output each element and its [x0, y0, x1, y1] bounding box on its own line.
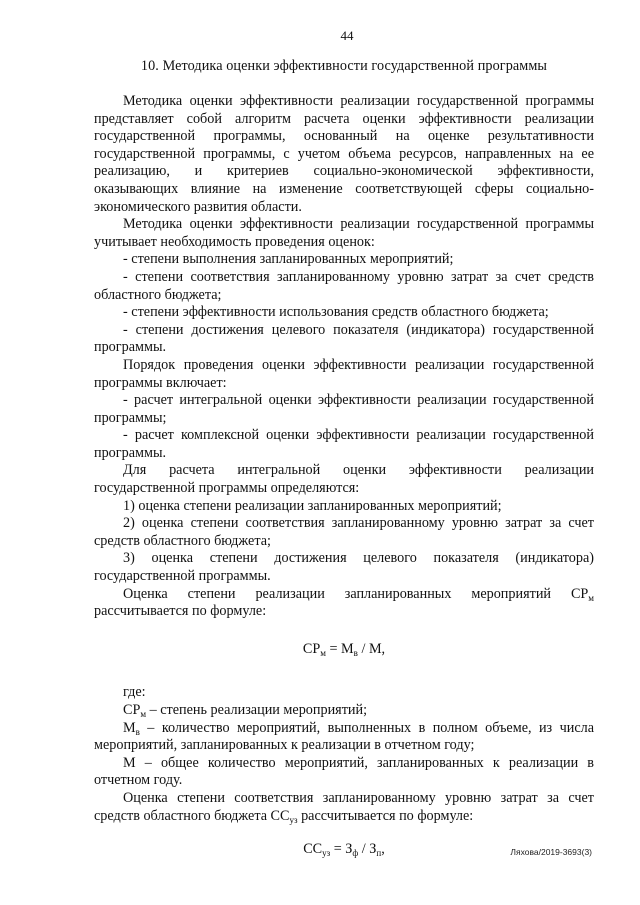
def1-symbol-sub: м — [140, 709, 147, 719]
formula2-tail: , — [381, 841, 385, 858]
formula-completion-rate — [94, 641, 594, 659]
list-item: 2) оценка степени соответствия запланированному уровню затрат за счет средств областного бюджета; — [94, 515, 594, 549]
def2-symbol: М — [123, 719, 136, 736]
list-item: - расчет комплексной оценки эффективности реализации государственной программы. — [94, 427, 594, 461]
formula2-eq: = З — [330, 841, 353, 858]
paragraph-assessments-intro: Методика оценки эффективности реализации государственной программы учитывает необходимость проведения оценок: — [94, 216, 594, 250]
definition-srm — [94, 702, 594, 720]
section-title: 10. Методика оценки эффективности государственной программы — [140, 58, 548, 74]
list-item: 3) оценка степени достижения целевого показателя (индикатора) государственной программы. — [94, 550, 594, 585]
list-item: - степени достижения целевого показателя (индикатора) государственной программы. — [94, 321, 594, 356]
formula1-lhs-sub: м — [320, 647, 326, 658]
formula1-intro-tail: рассчитывается по формуле: — [94, 603, 267, 620]
list-item: - расчет интегральной оценки эффективности реализации государственной программы; — [94, 392, 594, 426]
list-item: 1) оценка степени реализации запланированных мероприятий; — [123, 497, 502, 514]
list-item: - степени соответствия запланированному уровню затрат за счет средств областного бюджета; — [94, 268, 594, 303]
formula2-intro-tail: рассчитывается по формуле: — [297, 807, 474, 824]
definition-mv — [94, 720, 594, 755]
list-item: - степени выполнения запланированных мероприятий; — [123, 251, 454, 268]
formula1-lhs: СР — [302, 640, 321, 657]
formula2-lhs: СС — [303, 841, 323, 858]
paragraph-formula2-intro — [94, 790, 594, 825]
def2-symbol-sub: в — [135, 726, 140, 737]
formula2-num-sub: ф — [352, 848, 359, 859]
formula2-lhs-sub: уз — [322, 848, 331, 859]
def1-text: – степень реализации мероприятий; — [146, 702, 368, 718]
def1-symbol: СР — [123, 702, 141, 718]
formula1-num-sub: в — [353, 647, 358, 658]
paragraph-integral-intro: Для расчета интегральной оценки эффективности реализации государственной программы определяются: — [94, 462, 594, 497]
formula1-tail: / М, — [357, 640, 386, 657]
formula2-intro-text: Оценка степени соответствия запланированному уровню затрат за счет средств областного бюджета СС — [94, 789, 594, 824]
formula2-intro-sub: уз — [289, 814, 298, 825]
formula1-eq: = М — [325, 640, 354, 657]
formula2-mid: / З — [358, 841, 377, 858]
where-label: где: — [123, 684, 146, 701]
definition-m: М – общее количество мероприятий, запланированных к реализации в отчетном году. — [94, 754, 594, 789]
formula1-intro-sub: м — [588, 592, 594, 603]
page-number: 44 — [340, 28, 354, 43]
paragraph-methodology-intro: Методика оценки эффективности реализации государственной программы представляет собой алгоритм расчета оценки эффективности реализации государственной программы, основанный на оценке результативности государственной программы, с учетом объема ресурсов, направленных на ее реализацию, и критериев социально-экономической эффективности, оказывающих влияние на изменение соответствующей сферы социально-экономического развития области. — [94, 93, 594, 215]
paragraph-procedure-intro: Порядок проведения оценки эффективности реализации государственной программы включает: — [94, 356, 594, 391]
list-item: - степени эффективности использования средств областного бюджета; — [123, 304, 549, 321]
document-code: Ляхова/2019-3693(3) — [510, 847, 592, 857]
formula2-den-sub: п — [376, 848, 382, 859]
paragraph-formula1-intro — [94, 586, 594, 621]
formula1-intro-text: Оценка степени реализации запланированных мероприятий СР — [123, 585, 589, 602]
def2-text: – количество мероприятий, выполненных в полном объеме, из числа мероприятий, запланированных к реализации в отчетном году; — [94, 719, 594, 754]
